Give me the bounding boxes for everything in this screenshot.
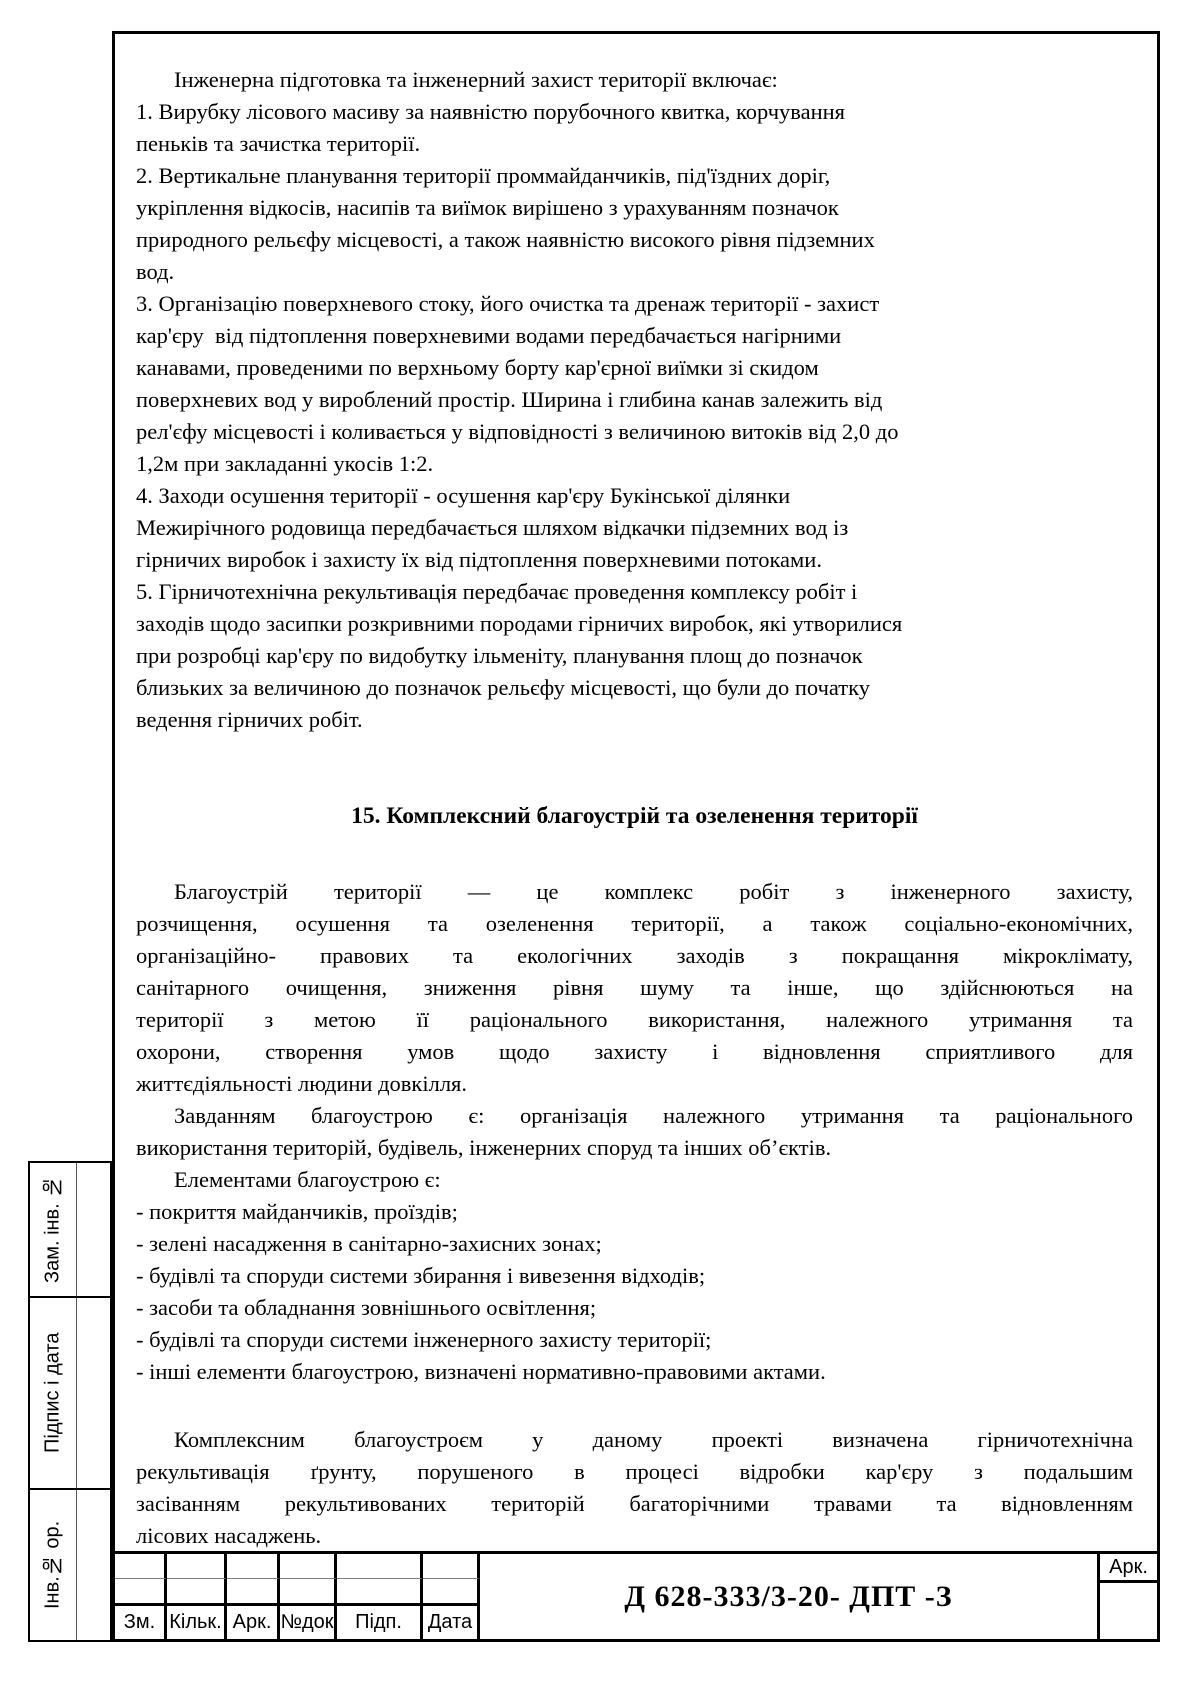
title-block: [115, 1551, 1157, 1639]
margin-label-zam-inv: Зам. інв. №: [41, 1175, 64, 1284]
text-line: канавами, проведеними по верхньому борту кар'єрної виїмки зі скидом: [136, 355, 819, 380]
text-line: кар'єру від підтоплення поверхневими водами передбачається нагірними: [136, 323, 842, 348]
text-line: Межирічного родовища передбачається шляхом відкачки підземних вод із: [136, 515, 849, 540]
section-heading: 15. Комплексний благоустрій та озеленення території: [351, 803, 918, 829]
text-line: лісових насаджень.: [136, 1523, 322, 1548]
text-line: - засоби та обладнання зовнішнього освітлення;: [136, 1295, 597, 1320]
document-number: Д 628-333/3-20- ДПТ -З: [624, 1579, 953, 1613]
margin-label-pidpys-data: Підпис і дата: [41, 1332, 64, 1454]
text-line: при розробці кар'єру по видобутку ільменіту, планування площ до позначок: [136, 643, 863, 668]
text-line: - зелені насадження в санітарно-захисних зонах;: [136, 1231, 602, 1256]
text-line: Інженерна підготовка та інженерний захист території включає:: [174, 67, 778, 92]
left-margin-stamp: [28, 1161, 112, 1642]
sheet-cell: [1097, 1554, 1157, 1639]
stamp-empty-cell: [115, 1554, 167, 1579]
stamp-empty-cell: [423, 1554, 480, 1579]
revision-table: [115, 1554, 480, 1639]
stamp-empty-cell: [337, 1579, 423, 1606]
text-line: - покриття майданчиків, проїздів;: [136, 1199, 458, 1224]
margin-label-inv-no: Інв.№ ор.: [41, 1520, 64, 1610]
text-line: заходів щодо засипки розкривними породами гірничих виробок, які утворилися: [136, 611, 903, 636]
stamp-empty-cell: [280, 1554, 337, 1579]
margin-box-pidpys-data: [30, 1298, 110, 1490]
stamp-col-nodok: №док: [280, 1606, 337, 1639]
stamp-col-kilk: Кільк.: [167, 1606, 227, 1639]
text-line: гірничих виробок і захисту їх від підтоплення поверхневими потоками.: [136, 547, 822, 572]
text-line: Благоустрій території — це комплекс робіт з інженерного захисту,: [174, 879, 1133, 904]
text-line: організаційно- правових та екологічних заходів з покращання мікроклімату,: [136, 943, 1133, 968]
text-line: охорони, створення умов щодо захисту і відновлення сприятливого для: [136, 1039, 1133, 1064]
text-line: пеньків та зачистка території.: [136, 131, 421, 156]
text-line: - будівлі та споруди системи збирання і вивезення відходів;: [136, 1263, 706, 1288]
sheet-label: Арк.: [1100, 1554, 1157, 1583]
text-line: засіванням рекультивованих територій багаторічними травами та відновленням: [136, 1491, 1133, 1516]
text-line: близьких за величиною до позначок рельєфу місцевості, що були до початку: [136, 675, 871, 700]
text-line: життєдіяльності людини довкілля.: [136, 1071, 468, 1096]
stamp-empty-cell: [167, 1579, 227, 1606]
section-landscaping: [136, 876, 1133, 1388]
text-line: 1,2м при закладанні укосів 1:2.: [136, 451, 434, 476]
text-line: санітарного очищення, зниження рівня шуму та інше, що здійснюються на: [136, 975, 1133, 1000]
text-line: вод.: [136, 259, 175, 284]
stamp-col-data: Дата: [423, 1606, 480, 1639]
text-line: використання територій, будівель, інженерних споруд та інших об’єктів.: [136, 1135, 832, 1160]
text-line: укріплення відкосів, насипів та виїмок вирішено з урахуванням позначок: [136, 195, 839, 220]
text-line: 3. Організацію поверхневого стоку, його очистка та дренаж території - захист: [136, 291, 880, 316]
text-line: рекультивація ґрунту, порушеного в процесі відробки кар'єру з подальшим: [136, 1459, 1133, 1484]
margin-box-inv-no: [30, 1490, 110, 1640]
text-line: Комплексним благоустроєм у даному проекті визначена гірничотехнічна: [174, 1427, 1133, 1452]
document-content: [115, 34, 1157, 1552]
stamp-empty-cell: [227, 1554, 280, 1579]
stamp-empty-cell: [115, 1579, 167, 1606]
stamp-col-zm: Зм.: [115, 1606, 167, 1639]
section-engineering-protection: [136, 64, 1133, 736]
text-line: ведення гірничих робіт.: [136, 707, 363, 732]
text-line: - будівлі та споруди системи інженерного захисту території;: [136, 1327, 712, 1352]
text-line: розчищення, осушення та озеленення території, а також соціально-економічних,: [136, 911, 1133, 936]
text-line: природного рельєфу місцевості, а також наявністю високого рівня підземних: [136, 227, 875, 252]
stamp-empty-cell: [337, 1554, 423, 1579]
stamp-empty-cell: [280, 1579, 337, 1606]
text-line: 5. Гірничотехнічна рекультивація передбачає проведення комплексу робіт і: [136, 579, 858, 604]
text-line: 4. Заходи осушення території - осушення кар'єру Букінської ділянки: [136, 483, 791, 508]
text-line: Елементами благоустрою є:: [174, 1167, 441, 1192]
stamp-col-pidp: Підп.: [337, 1606, 423, 1639]
text-line: 2. Вертикальне планування території проммайданчиків, під'їздних доріг,: [136, 163, 831, 188]
stamp-empty-cell: [227, 1579, 280, 1606]
text-line: 1. Вирубку лісового масиву за наявністю порубочного квитка, корчування: [136, 99, 846, 124]
stamp-empty-cell: [167, 1554, 227, 1579]
page-frame: [112, 31, 1160, 1642]
text-line: території з метою її раціонального використання, належного утримання та: [136, 1007, 1133, 1032]
stamp-empty-cell: [423, 1579, 480, 1606]
text-line: рел'єфу місцевості і коливається у відповідності з величиною витоків від 2,0 до: [136, 419, 899, 444]
stamp-col-ark: Арк.: [227, 1606, 280, 1639]
text-line: поверхневих вод у вироблений простір. Ширина і глибина канав залежить від: [136, 387, 883, 412]
sheet-number: [1100, 1583, 1157, 1639]
margin-box-zam-inv: [30, 1163, 110, 1298]
text-line: - інші елементи благоустрою, визначені нормативно-правовими актами.: [136, 1359, 826, 1384]
final-paragraph: [136, 1424, 1133, 1552]
text-line: Завданням благоустрою є: організація належного утримання та раціонального: [174, 1103, 1133, 1128]
